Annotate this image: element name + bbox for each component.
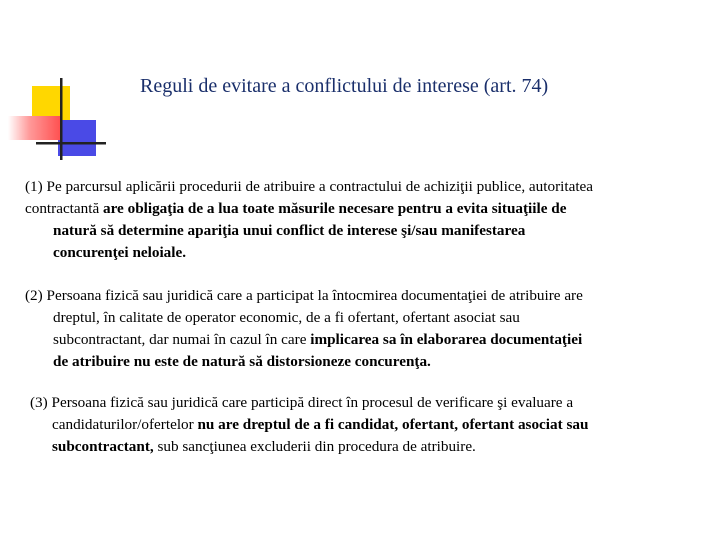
p3-line-2-normal: candidaturilor/ofertelor [52, 416, 198, 433]
decorative-squares-graphic [0, 0, 110, 170]
paragraph-1 [25, 176, 700, 264]
p1-line-2 [25, 198, 700, 220]
paragraph-2 [25, 285, 700, 373]
p3-line-1: (3) Persoana fizică sau juridică care participă direct în procesul de verificare şi evaluare a [30, 394, 574, 411]
p3-line-2-bold: nu are dreptul de a fi candidat, ofertant, ofertant asociat sau [197, 416, 589, 433]
horizontal-line [36, 142, 106, 145]
p2-line-3 [25, 329, 700, 351]
p3-line-3-bold: subcontractant, [52, 438, 154, 455]
p2-line-2: dreptul, în calitate de operator economic, de a fi ofertant, ofertant asociat sau [53, 309, 520, 326]
p1-line-1: (1) Pe parcursul aplicării procedurii de atribuire a contractului de achiziţii publice, autoritatea [25, 178, 594, 195]
p1-line-3: natură să determine apariţia unui conflict de interese şi/sau manifestarea [53, 222, 526, 239]
vertical-line [60, 78, 63, 160]
p2-line-1: (2) Persoana fizică sau juridică care a participat la întocmirea documentaţiei de atribuire are [25, 287, 583, 304]
p1-line-4: concurenţei neloiale. [53, 244, 187, 261]
red-square [8, 116, 62, 140]
p1-line-2-normal: contractantă [25, 200, 103, 217]
p2-line-4: de atribuire nu este de natură să distorsioneze concurenţa. [53, 353, 431, 370]
p3-line-2 [30, 414, 700, 436]
p2-line-3-bold: implicarea sa în elaborarea documentaţiei [310, 331, 583, 348]
blue-square [58, 120, 96, 156]
paragraph-3 [30, 392, 700, 458]
p3-line-3-normal: sub sancţiunea excluderii din procedura de atribuire. [153, 438, 476, 455]
p3-line-3 [30, 436, 700, 458]
p1-line-2-bold: are obligaţia de a lua toate măsurile necesare pentru a evita situaţiile de [103, 200, 567, 217]
slide-title: Reguli de evitare a conflictului de interese (art. 74) [140, 75, 549, 97]
p2-line-3-normal: subcontractant, dar numai în cazul în care [53, 331, 311, 348]
